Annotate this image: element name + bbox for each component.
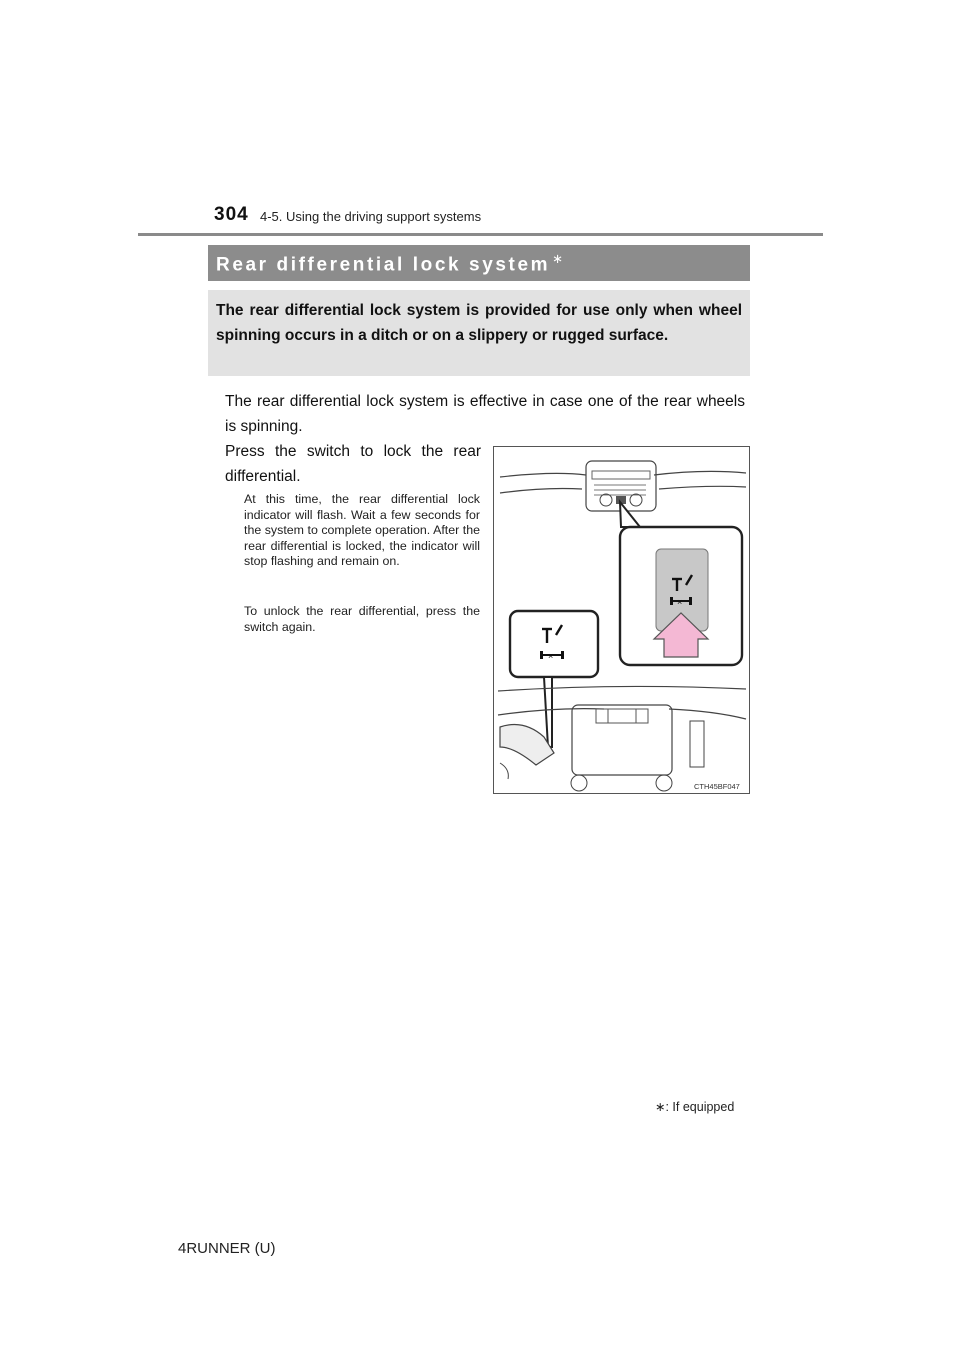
footnote: ∗: If equipped — [655, 1100, 735, 1114]
if-equipped-marker: ∗ — [552, 251, 566, 266]
intro-paragraph: The rear differential lock system is effective in case one of the rear wheels is spinning. — [225, 393, 745, 435]
svg-text:×: × — [548, 651, 554, 661]
header-divider — [138, 233, 823, 236]
summary-box — [208, 290, 750, 376]
step-paragraph: Press the switch to lock the rear differential. — [225, 443, 481, 485]
note-paragraph-1: At this time, the rear differential lock indicator will flash. Wait a few seconds for the system to complete operation. After the rear differential is locked, the indicator will stop flashing and remain on. — [244, 492, 480, 569]
dashboard-drawing — [494, 447, 749, 793]
summary-text: The rear differential lock system is provided for use only when wheel spinning occurs in a ditch or on a slippery or rugged surface. — [216, 302, 742, 344]
illustration-code: CTH45BF047 — [694, 782, 740, 791]
section-title — [216, 251, 566, 276]
section-title-bar — [208, 245, 750, 281]
svg-text:×: × — [677, 597, 683, 607]
dashboard-illustration — [493, 446, 750, 794]
section-label: 4-5. Using the driving support systems — [260, 209, 482, 224]
footer-model: 4RUNNER (U) — [178, 1240, 276, 1257]
section-title-text: Rear differential lock system — [216, 254, 551, 276]
note-paragraph-2: To unlock the rear differential, press the switch again. — [244, 604, 480, 634]
page-number: 304 — [214, 204, 249, 225]
